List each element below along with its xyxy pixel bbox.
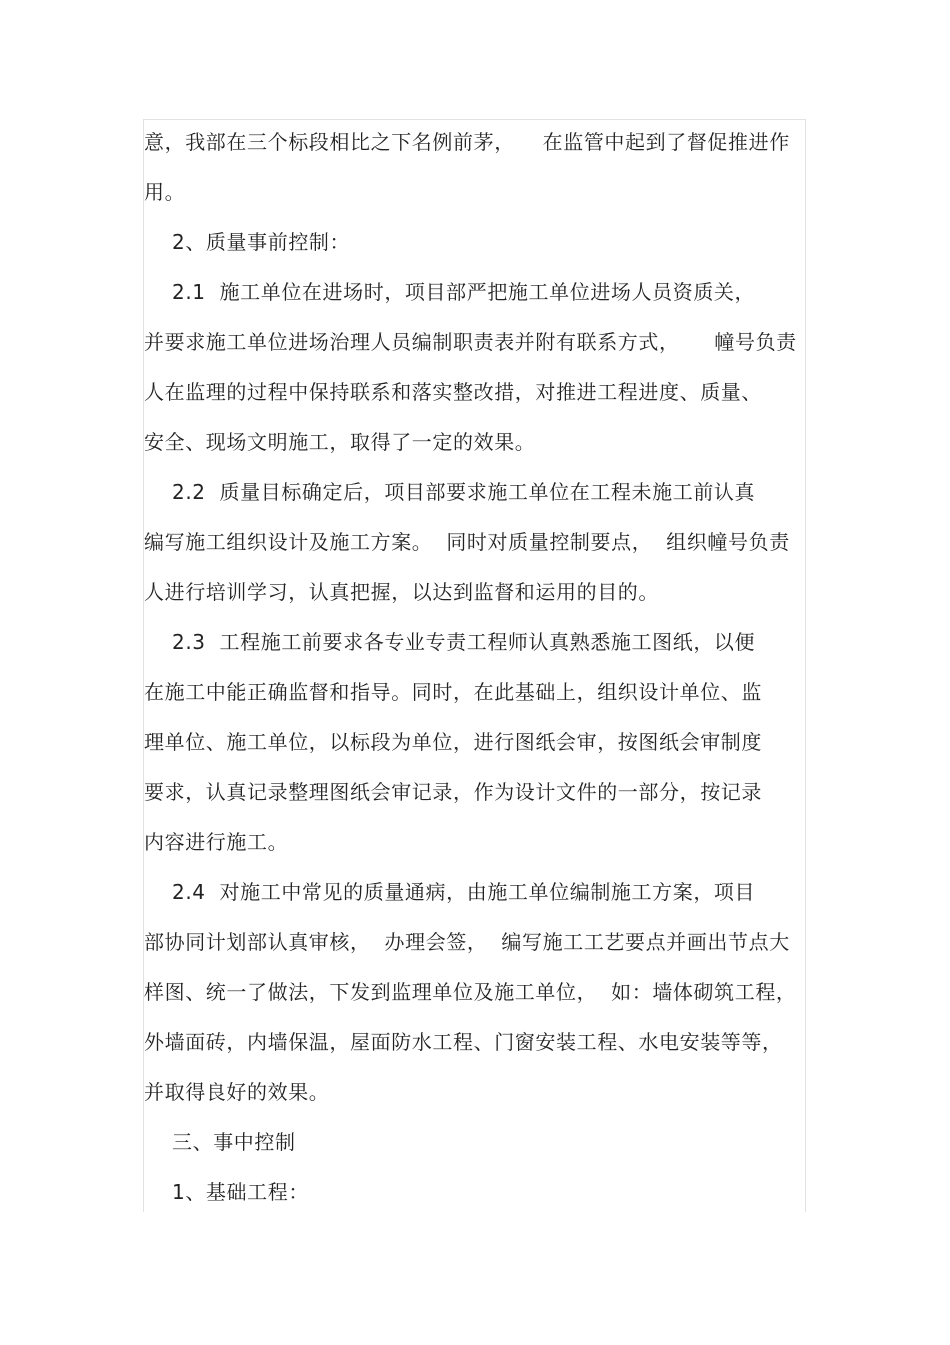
text-line: 理单位、施工单位，以标段为单位，进行图纸会审，按图纸会审制度 [144, 730, 762, 754]
text-line: 2.1 施工单位在进场时，项目部严把施工单位进场人员资质关， [172, 280, 756, 304]
text-line: 编写施工组织设计及施工方案。 同时对质量控制要点， 组织幢号负责 [144, 530, 790, 554]
text-line: 人在监理的过程中保持联系和落实整改措，对推进工程进度、质量、 [144, 380, 762, 404]
text-line: 在施工中能正确监督和指导。同时，在此基础上，组织设计单位、监 [144, 680, 762, 704]
section-heading: 三、事中控制 [172, 1130, 296, 1154]
text-line: 2.4 对施工中常见的质量通病，由施工单位编制施工方案，项目 [172, 880, 756, 904]
text-line: 人进行培训学习，认真把握，以达到监督和运用的目的。 [144, 580, 659, 604]
text-line: 意，我部在三个标段相比之下名例前茅， 在监管中起到了督促推进作 [144, 130, 790, 154]
section-heading: 2、质量事前控制： [172, 230, 351, 254]
text-line: 并要求施工单位进场治理人员编制职责表并附有联系方式， 幢号负责 [144, 330, 797, 354]
text-line: 并取得良好的效果。 [144, 1080, 330, 1104]
text-line: 安全、现场文明施工，取得了一定的效果。 [144, 430, 536, 454]
text-line: 部协同计划部认真审核， 办理会签， 编写施工工艺要点并画出节点大 [144, 930, 790, 954]
text-line: 用。 [144, 180, 186, 204]
section-heading: 1、基础工程： [172, 1180, 309, 1204]
text-line: 样图、统一了做法，下发到监理单位及施工单位， 如：墙体砌筑工程， [144, 980, 797, 1004]
text-line: 2.2 质量目标确定后，项目部要求施工单位在工程未施工前认真 [172, 480, 756, 504]
text-line: 内容进行施工。 [144, 830, 289, 854]
text-line: 要求，认真记录整理图纸会审记录，作为设计文件的一部分，按记录 [144, 780, 762, 804]
text-line: 2.3 工程施工前要求各专业专责工程师认真熟悉施工图纸，以便 [172, 630, 756, 654]
text-line: 外墙面砖，内墙保温，屋面防水工程、门窗安装工程、水电安装等等， [144, 1030, 783, 1054]
